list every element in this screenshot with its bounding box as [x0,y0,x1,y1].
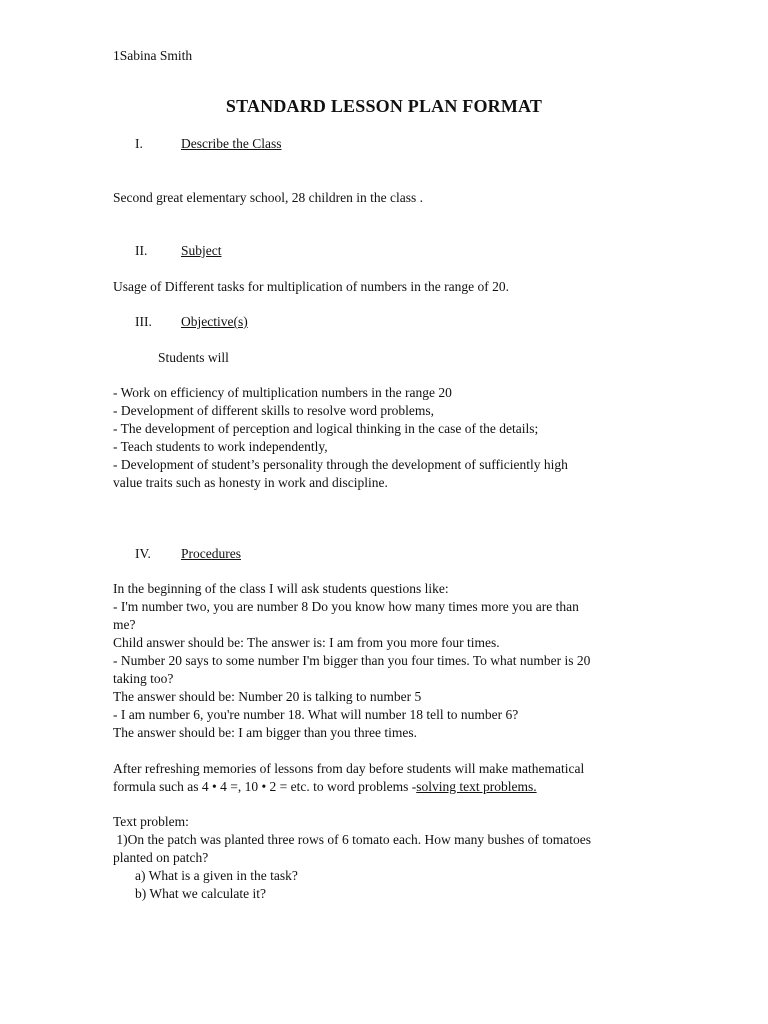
refresh-paragraph-line-1: After refreshing memories of lessons from day before students will make mathematical [113,761,585,776]
author-name: 1Sabina Smith [113,48,193,63]
section-4-number: IV. [135,546,151,561]
question-item: b) What we calculate it? [135,886,266,901]
section-1-heading: Describe the Class [181,136,282,151]
document-title: STANDARD LESSON PLAN FORMAT [225,96,543,116]
objective-item: - Development of different skills to resolve word problems, [113,403,435,418]
section-3-heading: Objective(s) [181,314,248,329]
question-item: a) What is a given in the task? [135,868,298,883]
section-2-body: Usage of Different tasks for multiplication of numbers in the range of 20. [113,279,510,294]
refresh-paragraph-text: formula such as 4 • 4 =, 10 • 2 = etc. to word problems - [113,779,417,794]
text-problem-heading: Text problem: [113,814,189,829]
section-3-number: III. [135,314,152,329]
section-1-number: I. [135,136,143,151]
procedure-line: me? [113,617,136,632]
procedure-line: taking too? [113,671,174,686]
procedure-line: - I'm number two, you are number 8 Do you know how many times more you are than [113,599,579,614]
objective-item: value traits such as honesty in work and discipline. [113,475,388,490]
objective-item: - Development of student’s personality through the development of sufficiently high [113,457,568,472]
procedure-line: - I am number 6, you're number 18. What will number 18 tell to number 6? [113,707,519,722]
objectives-intro: Students will [158,350,229,365]
section-1-body: Second great elementary school, 28 children in the class . [113,190,424,205]
objective-item: - Teach students to work independently, [113,439,328,454]
section-4-heading: Procedures [181,546,241,561]
procedure-line: The answer should be: I am bigger than you three times. [113,725,418,740]
objective-item: - Work on efficiency of multiplication numbers in the range 20 [113,385,452,400]
procedure-line: The answer should be: Number 20 is talking to number 5 [113,689,422,704]
section-2-heading: Subject [181,243,222,258]
procedure-line: - Number 20 says to some number I'm bigger than you four times. To what number is 20 [113,653,591,668]
procedure-line: Child answer should be: The answer is: I am from you more four times. [113,635,500,650]
procedure-line: In the beginning of the class I will ask students questions like: [113,581,449,596]
text-problem-line-1: 1)On the patch was planted three rows of 6 tomato each. How many bushes of tomatoes [113,832,591,847]
text-problem-line-2: planted on patch? [113,850,209,865]
objective-item: - The development of perception and logical thinking in the case of the details; [113,421,539,436]
solving-text-problems-underlined: solving text problems. [416,779,537,794]
section-2-number: II. [135,243,148,258]
refresh-paragraph-line-2 [113,778,537,796]
